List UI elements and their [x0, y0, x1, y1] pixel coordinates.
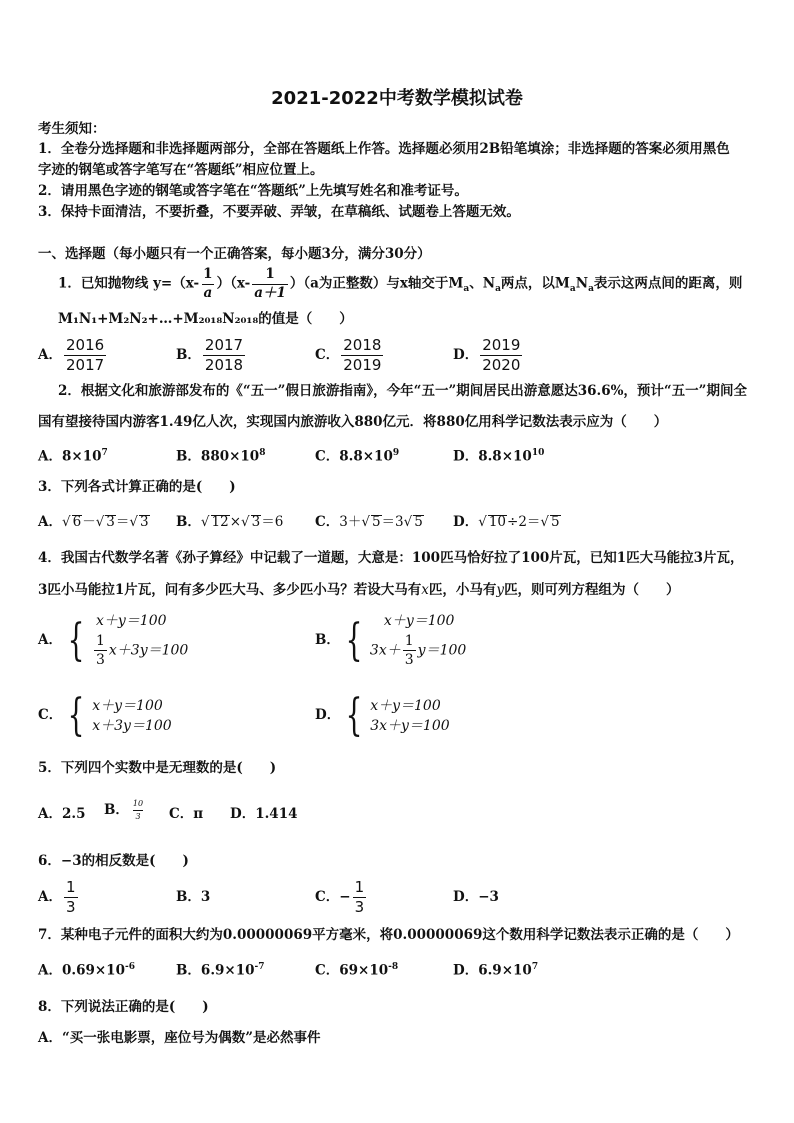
notice-line-4: 3．保持卡面清洁，不要折叠，不要弄破、弄皱，在草稿纸、试题卷上答题无效。	[38, 204, 520, 220]
question-5-stem: 5．下列四个实数中是无理数的是( )	[38, 760, 277, 776]
q7-option-c: C．$69\times 10^{-8}$	[315, 962, 399, 979]
q1-option-a: A． $\frac{2016}{2017}$	[38, 336, 105, 374]
section-heading: 一、选择题（每小题只有一个正确答案，每小题3分，满分30分）	[38, 246, 431, 262]
q3-option-d: D．√ 10÷2＝√ 5	[453, 514, 560, 530]
q4-option-b: B． { x＋y＝100 3x＋ $\frac{1}{3}$ y＝100	[315, 613, 467, 668]
question-1-stem: 1．已知抛物线 y=（x- $\frac{1}{a}$ ）（x- $\frac{1}{a+1}$ ）（a为正整数）与x轴交于$M_a$、$N_a$两点，以$M_aN_a$表示这两点间的距离，则	[58, 266, 743, 301]
q1-fraction-1: $\frac{1}{a}$	[203, 266, 213, 301]
question-4-line-2: 3匹小马能拉1片瓦，问有多少匹大马、多少匹小马？若设大马有x匹，小马有y匹，则可列方程组为（ ）	[38, 582, 680, 598]
q1-option-b: B． $\frac{2017}{2018}$	[176, 336, 244, 374]
q1-text-3: ）（a为正整数）与x轴交于M	[289, 275, 464, 292]
q6-option-a: A． $\frac{1}{3}$	[38, 878, 76, 916]
question-1-line-2: M₁N₁+M₂N₂+…+M₂₀₁₈N₂₀₁₈的值是（ ）	[58, 311, 353, 327]
question-4-line-1: 4．我国古代数学名著《孙子算经》中记载了一道题，大意是：100匹马恰好拉了100片瓦，已知1匹大马能拉3片瓦，	[38, 550, 744, 566]
q2-option-c: C．$8.8\times 10^9$	[315, 448, 400, 465]
q5-option-c: C．π	[169, 806, 204, 822]
notice-heading: 考生须知：	[38, 121, 106, 137]
question-6-stem: 6．−3的相反数是( )	[38, 853, 189, 869]
q4-option-d: D． { x＋y＝100 3x＋y＝100	[315, 690, 450, 741]
q1-text-1: 1．已知抛物线 y=（x-	[58, 275, 200, 292]
notice-line-3: 2．请用黑色字迹的钢笔或答字笔在“答题纸”上先填写姓名和准考证号。	[38, 183, 468, 199]
q5-option-d: D．1.414	[230, 806, 298, 822]
notice-line-2: 字迹的钢笔或答字笔写在“答题纸”相应位置上。	[38, 162, 324, 178]
q1-option-d: D． $\frac{2019}{2020}$	[453, 336, 521, 374]
q1-option-c: C． $\frac{2018}{2019}$	[315, 336, 382, 374]
q2-option-d: D．$8.8\times 10^{10}$	[453, 448, 545, 465]
q4-option-a: A． { x＋y＝100 $\frac{1}{3}$ x＋3y＝100	[38, 613, 189, 668]
question-8-stem: 8．下列说法正确的是( )	[38, 999, 209, 1015]
q1-fraction-2: $\frac{1}{a+1}$	[254, 266, 286, 301]
q6-option-d: D．−3	[453, 889, 499, 905]
question-2-line-2: 国有望接待国内游客1.49亿人次，实现国内旅游收入880亿元．将880亿用科学记数法表示应为（ ）	[38, 414, 668, 430]
notice-line-1: 1．全卷分选择题和非选择题两部分，全部在答题纸上作答。选择题必须用2B铅笔填涂；非选择题的答案必须用黑色	[38, 141, 730, 157]
question-2-line-1: 2．根据文化和旅游部发布的《“五一”假日旅游指南》，今年“五一”期间居民出游意愿达36.6%，预计“五一”期间全	[58, 383, 747, 399]
q7-option-a: A．$0.69\times 10^{-6}$	[38, 962, 135, 979]
q3-option-b: B．√ 12×√ 3＝6	[176, 514, 284, 530]
question-3-stem: 3．下列各式计算正确的是( )	[38, 479, 236, 495]
q1-text-2: ）（x-	[216, 275, 251, 292]
q5-option-a: A．2.5	[38, 806, 86, 822]
brace-icon: {	[67, 614, 85, 666]
brace-icon: {	[345, 690, 363, 741]
q2-option-b: B．$880\times 10^8$	[176, 448, 266, 465]
page-title: 2021-2022中考数学模拟试卷	[271, 88, 523, 109]
q8-option-a: A．“买一张电影票，座位号为偶数”是必然事件	[38, 1030, 321, 1046]
q4-option-c: C． { x＋y＝100 x＋3y＝100	[38, 690, 172, 741]
q6-option-c: C．− $\frac{1}{3}$	[315, 878, 365, 916]
q2-option-a: A．$8\times 10^7$	[38, 448, 108, 465]
q7-option-b: B．$6.9\times 10^{-7}$	[176, 962, 265, 979]
q3-option-a: A．√ 6－√ 3＝√ 3	[38, 514, 149, 530]
brace-icon: {	[67, 690, 85, 741]
q6-option-b: B．3	[176, 889, 211, 905]
q7-option-d: D．$6.9\times 10^7$	[453, 962, 539, 979]
question-7-stem: 7．某种电子元件的面积大约为0.00000069平方毫米，将0.00000069这个数用科学记数法表示正确的是（ ）	[38, 927, 739, 943]
q5-option-b: B． $\frac{10}{3}$	[104, 799, 144, 821]
q3-option-c: C．3＋√ 5＝3√ 5	[315, 514, 423, 530]
brace-icon: {	[345, 614, 363, 666]
